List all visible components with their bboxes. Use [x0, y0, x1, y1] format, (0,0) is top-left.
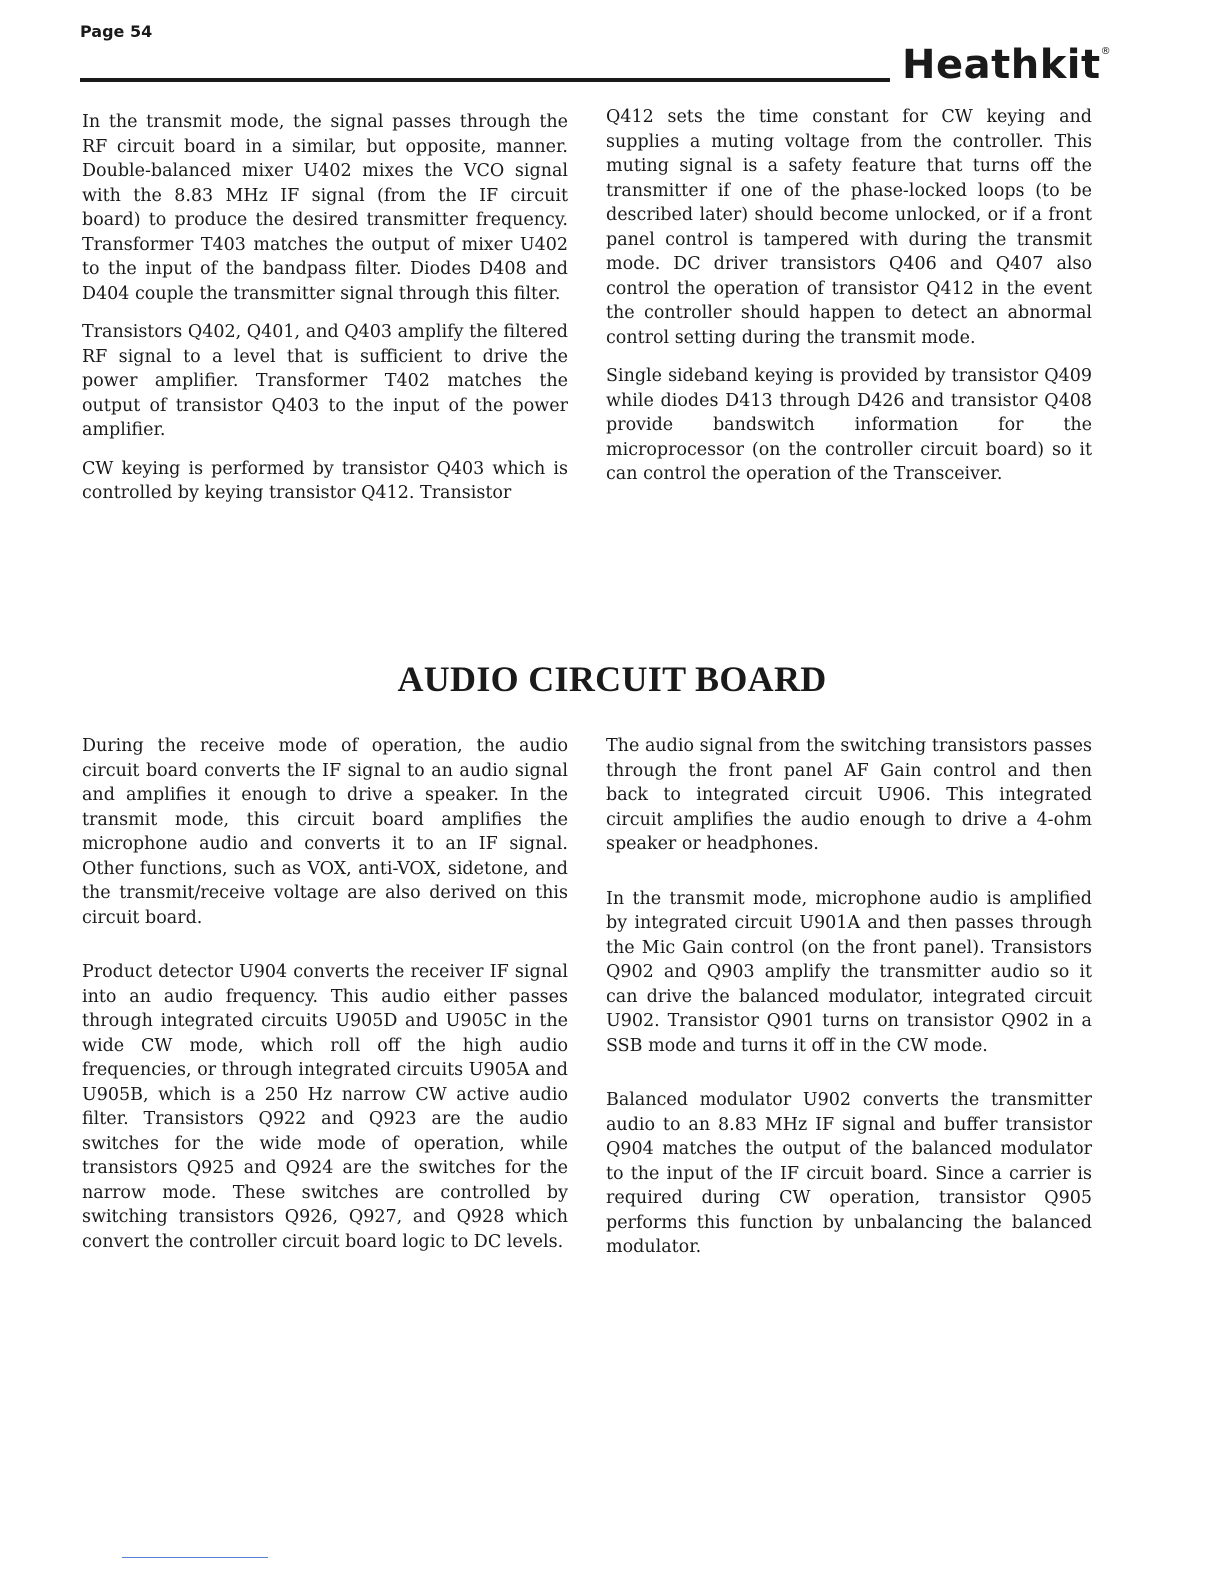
bottom-right-column — [606, 734, 1092, 1274]
paragraph: CW keying is performed by transistor Q403 which is controlled by keying transistor Q412. Transistor — [82, 458, 568, 503]
header-rule — [80, 78, 890, 82]
paragraph: Q412 sets the time constant for CW keying and supplies a muting voltage from the controller. This muting signal is a safety feature that turns off the transmitter if one of the phase-locked loops (to be described later) should become unlocked, or if a front panel control is tampered with during the transmit mode. DC driver transistors Q406 and Q407 also control the operation of transistor Q412 in the event the controller should happen to detect an abnormal control setting during the transmit mode. — [606, 107, 1092, 348]
bottom-left-column — [82, 734, 568, 1268]
paragraph: Balanced modulator U902 converts the transmitter audio to an 8.83 MHz IF signal and buffer transistor Q904 matches the output of the balanced modulator to the input of the IF circuit board. Since a carrier is required during CW operation, transistor Q905 performs this function by unbalancing the balanced modulator. — [606, 1090, 1092, 1257]
paragraph: In the transmit mode, the signal passes through the RF circuit board in a similar, but opposite, manner. Double-balanced mixer U402 mixes the VCO signal with the 8.83 MHz IF signal (from the IF circuit board) to produce the desired transmitter frequency. Transformer T403 matches the output of mixer U402 to the input of the bandpass filter. Diodes D408 and D404 couple the transmitter signal through this filter. — [82, 112, 568, 304]
paragraph: In the transmit mode, microphone audio is amplified by integrated circuit U901A and then passes through the Mic Gain control (on the front panel). Transistors Q902 and Q903 amplify the transmitter audio so it can drive the balanced modulator, integrated circuit U902. Transistor Q901 turns on transistor Q902 in a SSB mode and turns it off in the CW mode. — [606, 888, 1092, 1056]
paragraph: During the receive mode of operation, the audio circuit board converts the IF signal to an audio signal and amplifies it enough to drive a speaker. In the transmit mode, this circuit board amplifies the microphone audio and converts it to an IF signal. Other functions, such as VOX, anti-VOX, sidetone, and the transmit/receive voltage are also derived on this circuit board. — [82, 736, 568, 928]
brand-name: Heathkit — [902, 42, 1101, 88]
paragraph: Transistors Q402, Q401, and Q403 amplify the filtered RF signal to a level that is sufficient to drive the power amplifier. Transformer T402 matches the output of transistor Q403 to the input of the power amplifier. — [82, 322, 568, 440]
paragraph: Product detector U904 converts the receiver IF signal into an audio frequency. This audio either passes through integrated circuits U905D and U905C in the wide CW mode, which roll off the high audio frequencies, or through integrated circuits U905A and U905B, which is a 250 Hz narrow CW active audio filter. Transistors Q922 and Q923 are the audio switches for the wide mode of operation, while transistors Q925 and Q924 are the switches for the narrow mode. These switches are controlled by switching transistors Q926, Q927, and Q928 which convert the controller circuit board logic to DC levels. — [82, 962, 568, 1252]
top-right-column — [606, 105, 1092, 501]
page-number: Page 54 — [80, 22, 153, 41]
paragraph: The audio signal from the switching transistors passes through the front panel AF Gain control and then back to integrated circuit U906. This integrated circuit amplifies the audio enough to drive a 4-ohm speaker or headphones. — [606, 736, 1092, 854]
paragraph: Single sideband keying is provided by transistor Q409 while diodes D413 through D426 and transistor Q408 provide bandswitch information for the microprocessor (on the controller circuit board) so it can control the operation of the Transceiver. — [606, 366, 1092, 484]
brand-logo — [902, 42, 1111, 88]
registered-mark: ® — [1100, 46, 1112, 57]
top-left-column — [82, 110, 568, 520]
section-title: AUDIO CIRCUIT BOARD — [397, 659, 827, 699]
bottom-link-underline — [122, 1557, 268, 1558]
